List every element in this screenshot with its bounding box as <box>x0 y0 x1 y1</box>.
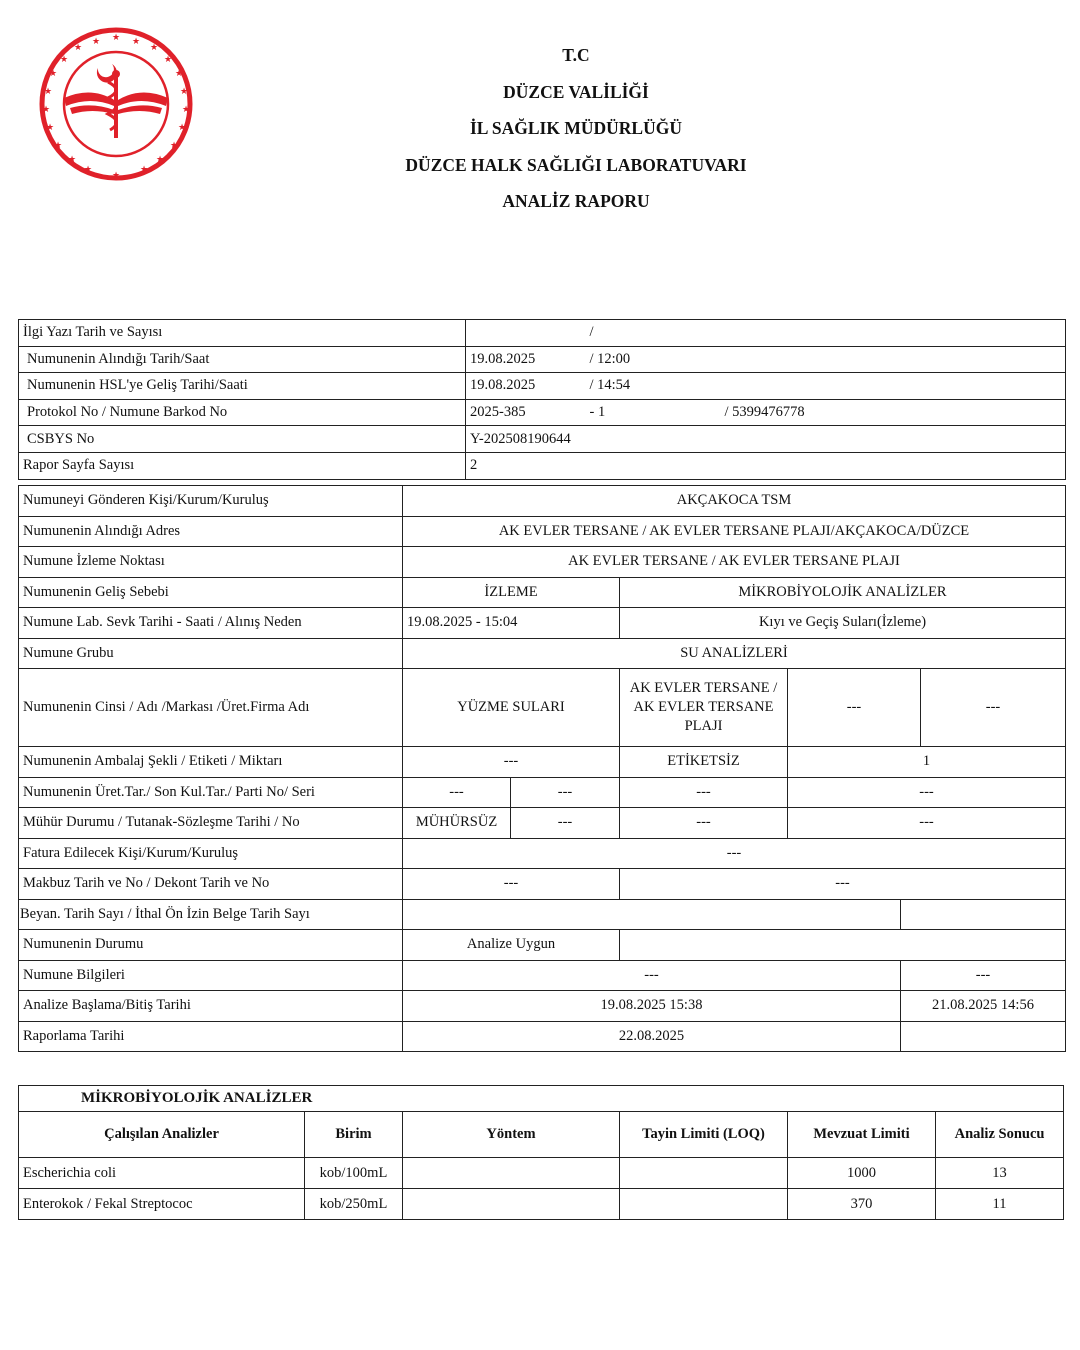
analysis-name: Escherichia coli <box>19 1158 305 1189</box>
field-label: Fatura Edilecek Kişi/Kurum/Kuruluş <box>19 838 403 869</box>
field-label: Numunenin Durumu <box>19 930 403 961</box>
field-value: - 1 <box>586 399 721 426</box>
table-row <box>19 1158 1064 1189</box>
field-label: Numunenin Geliş Sebebi <box>19 577 403 608</box>
field-value: --- <box>788 669 921 747</box>
table-row <box>19 669 1066 747</box>
field-value: --- <box>403 960 901 991</box>
svg-text:★: ★ <box>149 42 159 52</box>
table-row <box>19 930 1066 961</box>
svg-text:★: ★ <box>45 122 55 132</box>
header-tc: T.C <box>562 45 590 65</box>
field-label: Numunenin Alındığı Tarih/Saat <box>19 346 466 373</box>
column-header: Yöntem <box>403 1112 620 1158</box>
barcode-value: / 5399476778 <box>721 399 1066 426</box>
svg-text:★: ★ <box>111 32 121 42</box>
field-value: YÜZME SULARI <box>403 669 620 747</box>
analysis-name: Enterokok / Fekal Streptococ <box>19 1189 305 1220</box>
field-value: --- <box>511 777 620 808</box>
header-report-title: ANALİZ RAPORU <box>502 191 650 212</box>
field-value: MÜHÜRSÜZ <box>403 808 511 839</box>
table-row <box>19 1189 1064 1220</box>
svg-text:★: ★ <box>53 140 63 150</box>
svg-text:★: ★ <box>91 36 101 46</box>
svg-text:★: ★ <box>179 86 189 96</box>
field-value: 2 <box>466 452 1066 479</box>
table-row <box>19 399 1066 426</box>
svg-text:★: ★ <box>131 36 141 46</box>
field-value: MİKROBİYOLOJİK ANALİZLER <box>620 577 1066 608</box>
field-value: 22.08.2025 <box>403 1021 901 1052</box>
column-header: Analiz Sonucu <box>936 1112 1064 1158</box>
field-label: Analize Başlama/Bitiş Tarihi <box>19 991 403 1022</box>
column-header: Tayin Limiti (LOQ) <box>620 1112 788 1158</box>
svg-text:★: ★ <box>73 42 83 52</box>
analysis-unit: kob/100mL <box>305 1158 403 1189</box>
table-row <box>19 577 1066 608</box>
table-row <box>19 452 1066 479</box>
header-valilik: DÜZCE VALİLİĞİ <box>503 81 649 102</box>
analysis-unit: kob/250mL <box>305 1189 403 1220</box>
report-header <box>376 40 776 223</box>
header-mudurluk: İL SAĞLIK MÜDÜRLÜĞÜ <box>470 118 682 139</box>
field-value: --- <box>403 777 511 808</box>
field-value: --- <box>403 838 1066 869</box>
field-value: 2025-385 <box>466 399 586 426</box>
field-value: AKÇAKOCA TSM <box>403 486 1066 517</box>
field-value: 21.08.2025 14:56 <box>901 991 1066 1022</box>
field-value: AK EVLER TERSANE / AK EVLER TERSANE PLAJI <box>403 547 1066 578</box>
field-value: 1 <box>788 747 1066 778</box>
table-row <box>19 991 1066 1022</box>
table-row <box>19 960 1066 991</box>
table-row <box>19 808 1066 839</box>
field-value: --- <box>921 669 1066 747</box>
analysis-loq <box>620 1189 788 1220</box>
ministry-seal-logo <box>36 26 196 182</box>
field-value: AK EVLER TERSANE / AK EVLER TERSANE PLAJI <box>620 669 788 747</box>
field-value: AK EVLER TERSANE / AK EVLER TERSANE PLAJI/AKÇAKOCA/DÜZCE <box>403 516 1066 547</box>
table-row <box>19 638 1066 669</box>
field-label: Numunenin Cinsi / Adı /Markası /Üret.Firma Adı <box>19 669 403 747</box>
reference-info-table <box>18 319 1066 480</box>
field-label: Numunenin Alındığı Adres <box>19 516 403 547</box>
analysis-results-table <box>18 1085 1064 1220</box>
table-row <box>19 869 1066 900</box>
field-label: Numune İzleme Noktası <box>19 547 403 578</box>
svg-text:★: ★ <box>48 68 58 78</box>
table-row <box>19 547 1066 578</box>
field-label: Numune Bilgileri <box>19 960 403 991</box>
svg-text:★: ★ <box>139 164 149 174</box>
analysis-method <box>403 1189 620 1220</box>
section-title: MİKROBİYOLOJİK ANALİZLER <box>19 1086 1064 1112</box>
svg-text:★: ★ <box>43 86 53 96</box>
svg-text:★: ★ <box>177 122 187 132</box>
field-value: İZLEME <box>403 577 620 608</box>
table-header-row <box>19 1112 1064 1158</box>
analysis-result: 13 <box>936 1158 1064 1189</box>
analysis-limit: 1000 <box>788 1158 936 1189</box>
field-label: Numuneyi Gönderen Kişi/Kurum/Kuruluş <box>19 486 403 517</box>
field-value: ETİKETSİZ <box>620 747 788 778</box>
svg-text:★: ★ <box>174 68 184 78</box>
field-value: --- <box>620 808 788 839</box>
svg-text:★: ★ <box>155 154 165 164</box>
field-value: --- <box>403 747 620 778</box>
field-value: --- <box>788 777 1066 808</box>
field-label: CSBYS No <box>19 426 466 453</box>
column-header: Mevzuat Limiti <box>788 1112 936 1158</box>
field-label: Numunenin Ambalaj Şekli / Etiketi / Miktarı <box>19 747 403 778</box>
table-row <box>19 747 1066 778</box>
field-value: --- <box>788 808 1066 839</box>
field-label: İlgi Yazı Tarih ve Sayısı <box>19 320 466 347</box>
table-row <box>19 516 1066 547</box>
table-row <box>19 346 1066 373</box>
field-value: / 12:00 <box>586 346 1066 373</box>
header-laboratory: DÜZCE HALK SAĞLIĞI LABORATUVARI <box>405 154 747 175</box>
field-value: --- <box>901 960 1066 991</box>
svg-text:★: ★ <box>59 54 69 64</box>
field-value: Y-202508190644 <box>466 426 1066 453</box>
field-value: Analize Uygun <box>403 930 620 961</box>
field-label: Numune Grubu <box>19 638 403 669</box>
field-value: / 14:54 <box>586 373 1066 400</box>
field-label: Makbuz Tarih ve No / Dekont Tarih ve No <box>19 869 403 900</box>
table-row <box>19 373 1066 400</box>
field-label: Raporlama Tarihi <box>19 1021 403 1052</box>
field-value: 19.08.2025 - 15:04 <box>403 608 620 639</box>
field-value: / <box>586 320 1066 347</box>
svg-text:★: ★ <box>41 104 51 114</box>
table-row <box>19 838 1066 869</box>
sample-info-table <box>18 485 1066 1052</box>
column-header: Çalışılan Analizler <box>19 1112 305 1158</box>
field-value: 19.08.2025 <box>466 373 586 400</box>
field-label: Numunenin Üret.Tar./ Son Kul.Tar./ Parti No/ Seri <box>19 777 403 808</box>
svg-text:★: ★ <box>67 154 77 164</box>
field-value: --- <box>403 869 620 900</box>
field-value: Kıyı ve Geçiş Suları(İzleme) <box>620 608 1066 639</box>
section-title-row <box>19 1086 1064 1112</box>
field-value: --- <box>511 808 620 839</box>
analysis-limit: 370 <box>788 1189 936 1220</box>
table-row <box>19 777 1066 808</box>
field-label: Numunenin HSL'ye Geliş Tarihi/Saati <box>19 373 466 400</box>
field-label: Beyan. Tarih Sayı / İthal Ön İzin Belge Tarih Sayı <box>19 899 403 930</box>
svg-text:★: ★ <box>181 104 191 114</box>
table-row <box>19 486 1066 517</box>
column-header: Birim <box>305 1112 403 1158</box>
field-label: Numune Lab. Sevk Tarihi - Saati / Alınış Neden <box>19 608 403 639</box>
field-value: 19.08.2025 <box>466 346 586 373</box>
analysis-result: 11 <box>936 1189 1064 1220</box>
field-value: --- <box>620 869 1066 900</box>
table-row <box>19 608 1066 639</box>
table-row <box>19 899 1066 930</box>
field-value: SU ANALİZLERİ <box>403 638 1066 669</box>
table-row <box>19 320 1066 347</box>
analysis-loq <box>620 1158 788 1189</box>
svg-text:★: ★ <box>83 164 93 174</box>
table-row <box>19 1021 1066 1052</box>
field-label: Protokol No / Numune Barkod No <box>19 399 466 426</box>
svg-text:★: ★ <box>111 170 121 180</box>
field-label: Rapor Sayfa Sayısı <box>19 452 466 479</box>
analysis-method <box>403 1158 620 1189</box>
field-label: Mühür Durumu / Tutanak-Sözleşme Tarihi / No <box>19 808 403 839</box>
field-value: 19.08.2025 15:38 <box>403 991 901 1022</box>
field-value: --- <box>620 777 788 808</box>
svg-text:★: ★ <box>169 140 179 150</box>
table-row <box>19 426 1066 453</box>
svg-text:★: ★ <box>163 54 173 64</box>
